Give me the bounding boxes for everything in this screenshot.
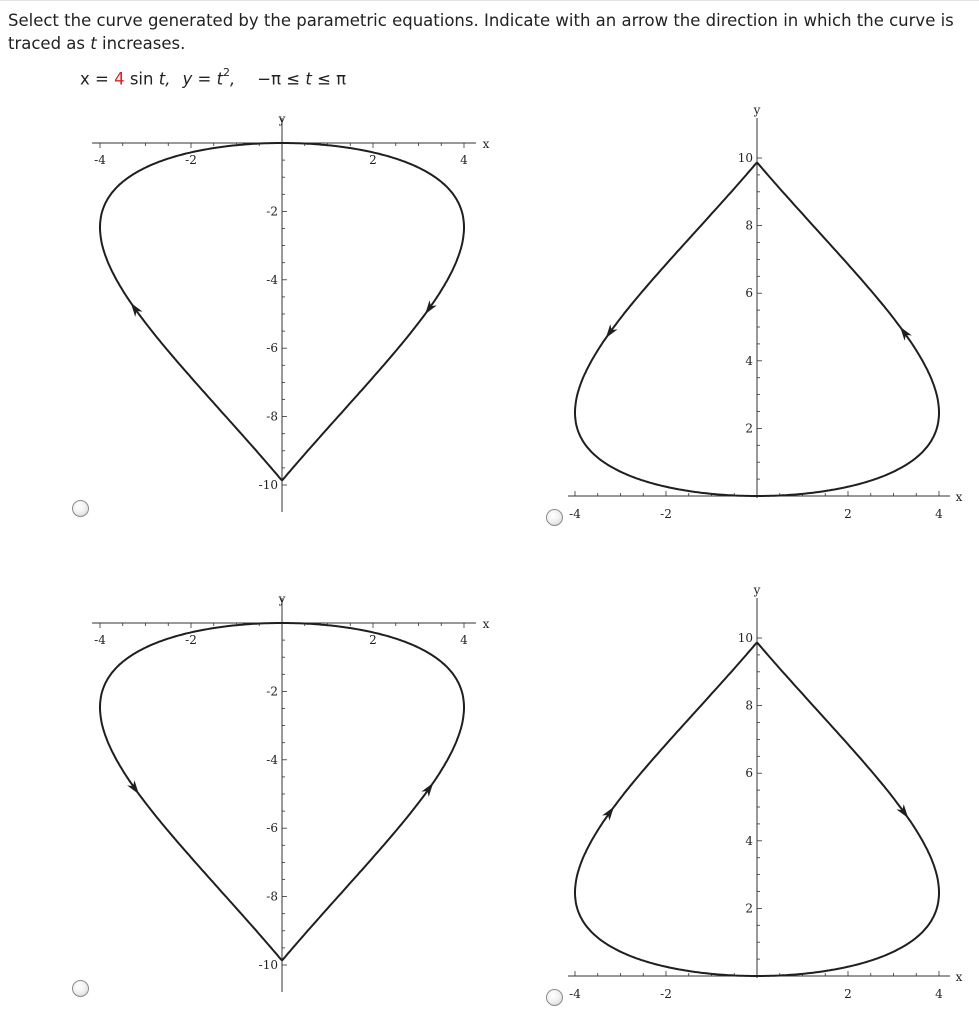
y-equation-t: t [216, 69, 224, 89]
y-tick-label: -6 [266, 341, 278, 356]
x-tick-label: -2 [660, 507, 672, 521]
direction-arrow-left [606, 324, 618, 338]
y-tick-label: 10 [737, 631, 753, 645]
y-equation-comma: , [230, 69, 236, 89]
x-axis-label: x [955, 490, 963, 504]
direction-arrow-right [900, 327, 912, 341]
graph-option-b [568, 103, 963, 521]
question-variable: t [90, 34, 97, 53]
y-tick-label: -4 [266, 752, 278, 767]
y-tick-label: 8 [745, 218, 753, 233]
x-tick-label: 2 [369, 633, 377, 647]
x-equation-t: t [158, 69, 166, 89]
option-c-radio[interactable] [72, 980, 89, 997]
x-axis-label: x [955, 970, 963, 984]
range-left: −π ≤ [257, 69, 306, 89]
direction-arrow-right [421, 783, 433, 797]
y-tick-label: -2 [266, 204, 278, 219]
y-tick-label: 8 [745, 698, 753, 713]
y-tick-label: 6 [745, 766, 753, 781]
y-equation-lhs: y = [182, 69, 217, 89]
y-tick-label: 2 [745, 421, 753, 436]
y-axis-label: y [753, 103, 761, 117]
y-tick-label: 4 [745, 833, 753, 848]
y-axis-label: y [753, 583, 761, 597]
graph-option-d [568, 583, 963, 1001]
option-a-radio[interactable] [72, 500, 89, 517]
y-tick-label: -4 [266, 272, 278, 287]
y-tick-label: -6 [266, 821, 278, 836]
x-equation-comma: , [165, 69, 171, 89]
range-right: ≤ π [311, 69, 347, 89]
y-tick-label: -10 [258, 478, 278, 492]
x-tick-label: 4 [460, 153, 468, 167]
y-tick-label: -8 [266, 409, 278, 424]
x-tick-label: -2 [660, 987, 672, 1001]
y-exponent: 2 [223, 66, 231, 79]
direction-arrow-left [602, 807, 614, 821]
x-equation-sin: sin [124, 69, 159, 89]
x-tick-label: 4 [460, 633, 468, 647]
x-tick-label: 2 [369, 153, 377, 167]
x-tick-label: -2 [185, 633, 197, 647]
x-tick-label: 4 [935, 507, 943, 521]
y-tick-label: -8 [266, 889, 278, 904]
question-text-start: Select the curve generated by the parametric equations. Indicate with an arrow the direction in which the curve is traced as [8, 11, 954, 53]
x-tick-label: -4 [569, 987, 581, 1001]
x-coefficient: 4 [114, 69, 125, 89]
y-axis-label: y [278, 112, 286, 126]
x-tick-label: -4 [94, 633, 106, 647]
y-axis-label: y [278, 592, 286, 606]
y-tick-label: -10 [258, 958, 278, 972]
x-tick-label: 2 [844, 987, 852, 1001]
direction-arrow-right [896, 804, 908, 818]
y-tick-label: 2 [745, 901, 753, 916]
question-text-end: increases. [96, 34, 186, 53]
direction-arrow-left [127, 780, 139, 794]
x-tick-label: 4 [935, 987, 943, 1001]
direction-arrow-left [131, 303, 143, 317]
x-axis-label: x [482, 617, 490, 631]
x-tick-label: 2 [844, 507, 852, 521]
graph-option-c [92, 592, 490, 992]
x-tick-label: -2 [185, 153, 197, 167]
option-d-radio[interactable] [546, 989, 563, 1006]
direction-arrow-right [425, 300, 437, 314]
x-equation-lhs: x = [80, 69, 115, 89]
x-tick-label: -4 [94, 153, 106, 167]
range-t: t [305, 69, 312, 89]
y-tick-label: 10 [737, 151, 753, 165]
option-b-radio[interactable] [546, 509, 563, 526]
graph-option-a [92, 112, 490, 512]
y-tick-label: 4 [745, 353, 753, 368]
x-axis-label: x [482, 137, 490, 151]
y-tick-label: 6 [745, 286, 753, 301]
x-tick-label: -4 [569, 507, 581, 521]
y-tick-label: -2 [266, 684, 278, 699]
